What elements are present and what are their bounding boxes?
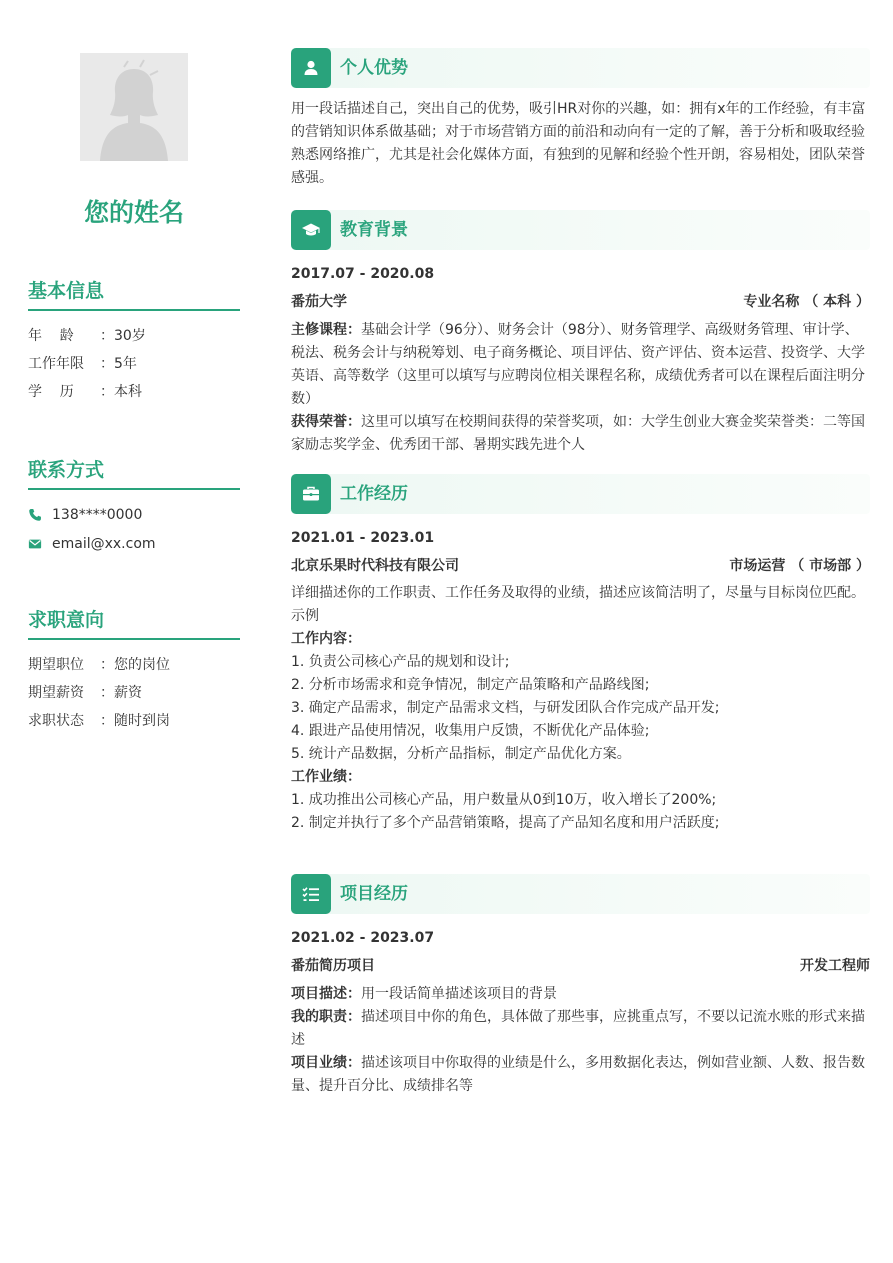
work-content-item: 2. 分析市场需求和竞争情况，制定产品策略和产品路线图;: [291, 677, 650, 693]
project-desc-text: 用一段话简单描述该项目的背景: [361, 986, 557, 1002]
project-desc: [291, 983, 870, 1006]
work-content-item: 1. 负责公司核心产品的规划和设计;: [291, 654, 510, 670]
info-sep: ：: [100, 384, 114, 400]
intention-value: 薪资: [114, 685, 142, 701]
work-section: [291, 474, 870, 835]
intention-row-position: [28, 650, 240, 678]
intention-sep: ：: [100, 657, 114, 673]
info-key: 学 历: [28, 384, 74, 400]
work-content-item: 5. 统计产品数据，分析产品指标，制定产品优化方案。: [291, 746, 631, 762]
education-title: 教育背景: [340, 220, 408, 240]
project-desc-label: 项目描述：: [291, 986, 361, 1002]
advantage-title: 个人优势: [340, 58, 408, 78]
intention-row-status: [28, 706, 240, 734]
info-row-work-years: [28, 349, 240, 377]
project-header: [291, 874, 870, 914]
intention-key: 期望职位: [28, 657, 84, 673]
school-name: 番茄大学: [291, 294, 347, 310]
education-courses: [291, 319, 870, 411]
avatar-silhouette-icon: [80, 53, 188, 161]
education-header: [291, 210, 870, 250]
info-sep: ：: [100, 328, 114, 344]
intention-sep: ：: [100, 713, 114, 729]
contact-section: [28, 455, 240, 558]
work-content-label: 工作内容：: [291, 631, 361, 647]
info-value: 30岁: [114, 328, 146, 344]
project-duty-label: 我的职责：: [291, 1009, 361, 1025]
advantage-section: [291, 48, 870, 190]
contact-phone: [28, 500, 240, 529]
info-key: 年 龄: [28, 328, 74, 344]
work-content-item: 4. 跟进产品使用情况，收集用户反馈，不断优化产品体验;: [291, 723, 650, 739]
info-row-age: [28, 321, 240, 349]
work-perf-label: 工作业绩：: [291, 769, 361, 785]
work-example: 示例: [291, 608, 319, 624]
candidate-name: 您的姓名: [83, 198, 184, 227]
major-name: 专业名称 （ 本科 ）: [743, 294, 870, 310]
project-duty-text: 描述项目中你的角色，具体做了那些事，应挑重点写，不要以记流水账的形式来描述: [291, 1009, 865, 1048]
project-role: 开发工程师: [800, 958, 870, 974]
project-name-row: [291, 955, 870, 978]
education-school-row: [291, 291, 870, 314]
education-date: 2017.07 - 2020.08: [291, 266, 435, 282]
intention-value: 您的岗位: [114, 657, 170, 673]
advantage-text: 用一段话描述自己，突出自己的优势，吸引HR对你的兴趣，如：拥有x年的工作经验，有丰富的营销知识体系做基础；对于市场营销方面的前沿和动向有一定的了解，善于分析和吸取经验熟悉网络推广，尤其是社会化媒体方面，有独到的见解和经验个性开朗，容易相处，团队荣誉感强。: [291, 101, 866, 186]
email-icon: [28, 537, 52, 551]
intention-key: 期望薪资: [28, 685, 84, 701]
user-icon: [291, 48, 331, 88]
info-row-education: [28, 377, 240, 405]
basic-info-title: 基本信息: [28, 276, 240, 311]
education-section: [291, 210, 870, 457]
courses-text: 基础会计学（96分）、财务会计（98分）、财务管理学、高级财务管理、审计学、税法、税务会计与纳税筹划、电子商务概论、项目评估、资产评估、资本运营、投资学、大学英语、高等数学（这里可以填写与应聘岗位相关课程名称，成绩优秀者可以在课程后面注明分数）: [291, 322, 865, 407]
intention-value: 随时到岗: [114, 713, 170, 729]
project-perf-text: 描述该项目中你取得的业绩是什么，多用数据化表达，例如营业额、人数、报告数量、提升百分比、成绩排名等: [291, 1055, 865, 1094]
work-perf-item: 2. 制定并执行了多个产品营销策略，提高了产品知名度和用户活跃度;: [291, 815, 720, 831]
honors-label: 获得荣誉：: [291, 414, 361, 430]
graduation-cap-icon: [291, 210, 331, 250]
basic-info-section: [28, 276, 240, 405]
info-key: 工作年限: [28, 356, 84, 372]
info-value: 5年: [114, 356, 137, 372]
work-header: [291, 474, 870, 514]
intention-title: 求职意向: [28, 605, 240, 640]
courses-label: 主修课程：: [291, 322, 361, 338]
work-date: 2021.01 - 2023.01: [291, 530, 435, 546]
intention-key: 求职状态: [28, 713, 84, 729]
email-value: email@xx.com: [52, 535, 156, 552]
project-perf: [291, 1052, 870, 1098]
work-position: 市场运营 （ 市场部 ）: [729, 558, 870, 574]
education-honors: [291, 411, 870, 457]
project-date: 2021.02 - 2023.07: [291, 930, 435, 946]
work-perf-item: 1. 成功推出公司核心产品，用户数量从0到10万，收入增长了200%;: [291, 792, 717, 808]
briefcase-icon: [291, 474, 331, 514]
phone-icon: [28, 508, 52, 522]
honors-text: 这里可以填写在校期间获得的荣誉奖项，如：大学生创业大赛金奖荣誉类：二等国家励志奖学金、优秀团干部、暑期实践先进个人: [291, 414, 865, 453]
avatar: [80, 53, 188, 161]
intention-section: [28, 605, 240, 734]
info-value: 本科: [114, 384, 142, 400]
info-sep: ：: [100, 356, 114, 372]
project-duty: [291, 1006, 870, 1052]
work-title: 工作经历: [340, 484, 408, 504]
project-perf-label: 项目业绩：: [291, 1055, 361, 1071]
work-company-row: [291, 555, 870, 578]
checklist-icon: [291, 874, 331, 914]
phone-value: 138****0000: [52, 506, 143, 523]
work-content-item: 3. 确定产品需求，制定产品需求文档，与研发团队合作完成产品开发;: [291, 700, 720, 716]
company-name: 北京乐果时代科技有限公司: [291, 558, 459, 574]
intention-row-salary: [28, 678, 240, 706]
contact-title: 联系方式: [28, 455, 240, 490]
advantage-header: [291, 48, 870, 88]
contact-email: [28, 529, 240, 558]
work-desc: 详细描述你的工作职责、工作任务及取得的业绩，描述应该简洁明了，尽量与目标岗位匹配。: [291, 585, 865, 601]
intention-sep: ：: [100, 685, 114, 701]
project-name: 番茄简历项目: [291, 958, 375, 974]
project-section: [291, 874, 870, 1098]
project-title: 项目经历: [340, 884, 408, 904]
